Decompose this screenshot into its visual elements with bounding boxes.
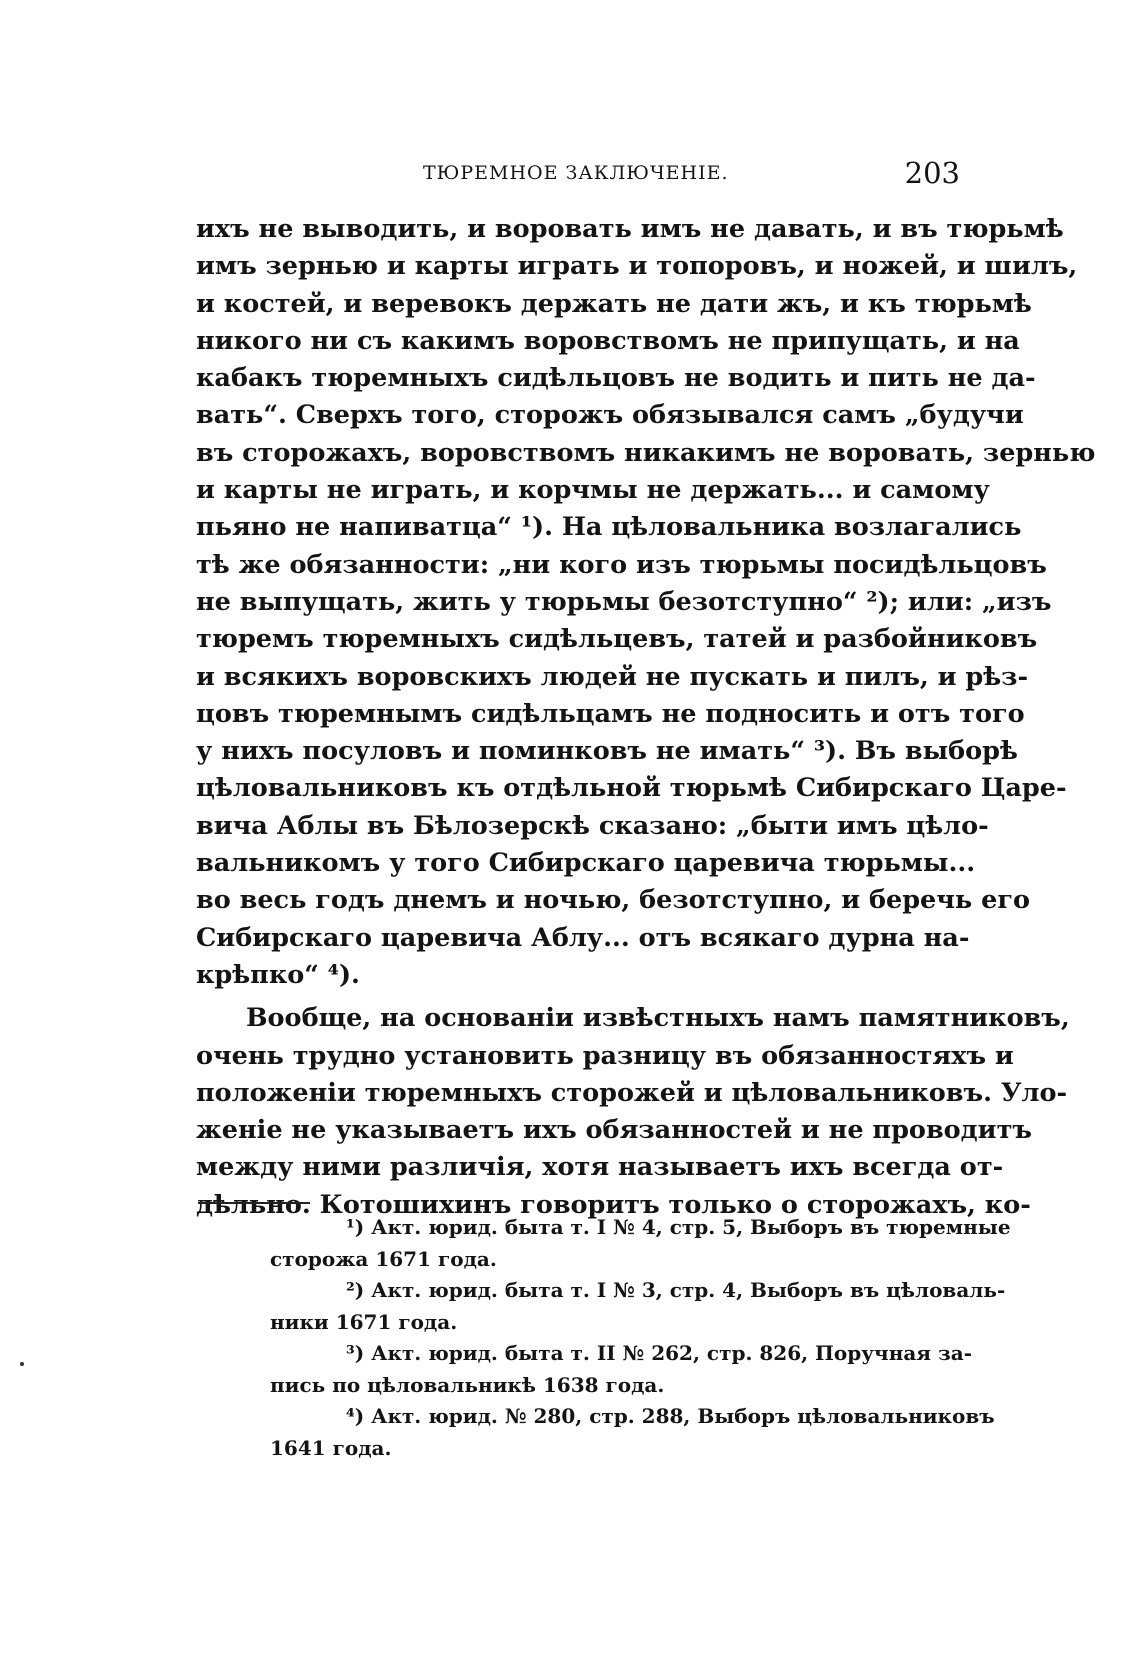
body-line: кабакъ тюремныхъ сидѣльцовъ не водить и пить не да-	[196, 363, 1036, 394]
body-line: имъ зернью и карты играть и топоровъ, и ножей, и шилъ,	[196, 251, 1078, 282]
body-text	[196, 211, 1096, 1224]
footnote-3-line-1: ³) Акт. юрид. быта т. II № 262, стр. 826, Поручная за-	[346, 1341, 973, 1365]
body-line: очень трудно установить разницу въ обязанностяхъ и	[196, 1040, 1014, 1071]
body-line: цѣловальниковъ къ отдѣльной тюрьмѣ Сибирскаго Царе-	[196, 773, 1067, 804]
body-line: крѣпко“ ⁴).	[196, 959, 360, 990]
footnote-1-line-1: ¹) Акт. юрид. быта т. I № 4, стр. 5, Выборъ въ тюремные	[346, 1215, 1011, 1239]
footnote-1-line-2: сторожа 1671 года.	[270, 1246, 497, 1271]
footnote-3-line-2: пись по цѣловальникѣ 1638 года.	[270, 1372, 665, 1397]
footnote-2-line-2: ники 1671 года.	[270, 1309, 458, 1334]
body-line: въ сторожахъ, воровствомъ никакимъ не воровать, зернью	[196, 437, 1096, 468]
body-line: у нихъ посуловъ и поминковъ не имать“ ³). Въ выборѣ	[196, 736, 1018, 767]
body-line: цовъ тюремнымъ сидѣльцамъ не подносить и отъ того	[196, 698, 1025, 729]
body-line: вальникомъ у того Сибирскаго царевича тюрьмы...	[196, 848, 976, 879]
footnote-4-line-2: 1641 года.	[270, 1435, 392, 1460]
body-line: и всякихъ воровскихъ людей не пускать и пилъ, и рѣз-	[196, 661, 1029, 692]
body-line: положеніи тюремныхъ сторожей и цѣловальниковъ. Уло-	[196, 1077, 1068, 1108]
body-line: между ними различія, хотя называетъ ихъ всегда от-	[196, 1152, 1004, 1183]
body-line: вать“. Сверхъ того, сторожъ обязывался самъ „будучи	[196, 400, 1024, 431]
body-line: тѣ же обязанности: „ни кого изъ тюрьмы посидѣльцовъ	[196, 549, 1047, 580]
footnote-4-line-1: ⁴) Акт. юрид. № 280, стр. 288, Выборъ цѣловальниковъ	[346, 1404, 995, 1428]
body-line: не выпущать, жить у тюрьмы безотступно“ ²); или: „изъ	[196, 586, 1052, 617]
body-line: никого ни съ какимъ воровствомъ не припущать, и на	[196, 325, 1020, 356]
body-line: тюремъ тюремныхъ сидѣльцевъ, татей и разбойниковъ	[196, 624, 1038, 655]
body-line: вича Аблы въ Бѣлозерскѣ сказано: „быти имъ цѣло-	[196, 810, 989, 841]
body-line: и костей, и веревокъ держать не дати жъ, и къ тюрьмѣ	[196, 288, 1032, 319]
footnote-divider	[198, 1202, 310, 1204]
body-line: ихъ не выводить, и воровать имъ не давать, и въ тюрьмѣ	[196, 214, 1064, 244]
body-line: и карты не играть, и корчмы не держать... и самому	[196, 475, 990, 506]
body-line: Вообще, на основаніи извѣстныхъ намъ памятниковъ,	[246, 1003, 1070, 1034]
running-head	[196, 156, 960, 190]
footnote-2-line-1: ²) Акт. юрид. быта т. I № 3, стр. 4, Выборъ въ цѣловаль-	[346, 1278, 1006, 1302]
footnotes	[270, 1212, 1011, 1464]
page-number: 203	[904, 156, 960, 190]
body-line: женіе не указываетъ ихъ обязанностей и не проводитъ	[196, 1115, 1032, 1146]
body-line: дѣльно. Котошихинъ говоритъ только о сторожахъ, ко-	[196, 1189, 1031, 1220]
body-line: пьяно не напиватца“ ¹). На цѣловальника возлагались	[196, 512, 1022, 543]
body-line: Сибирскаго царевича Аблу... отъ всякаго дурна на-	[196, 922, 970, 953]
running-title: ТЮРЕМНОЕ ЗАКЛЮЧЕНІЕ.	[423, 162, 729, 184]
body-line: во весь годъ днемъ и ночью, безотступно, и беречь его	[196, 885, 1030, 916]
ink-speck	[20, 1362, 24, 1366]
